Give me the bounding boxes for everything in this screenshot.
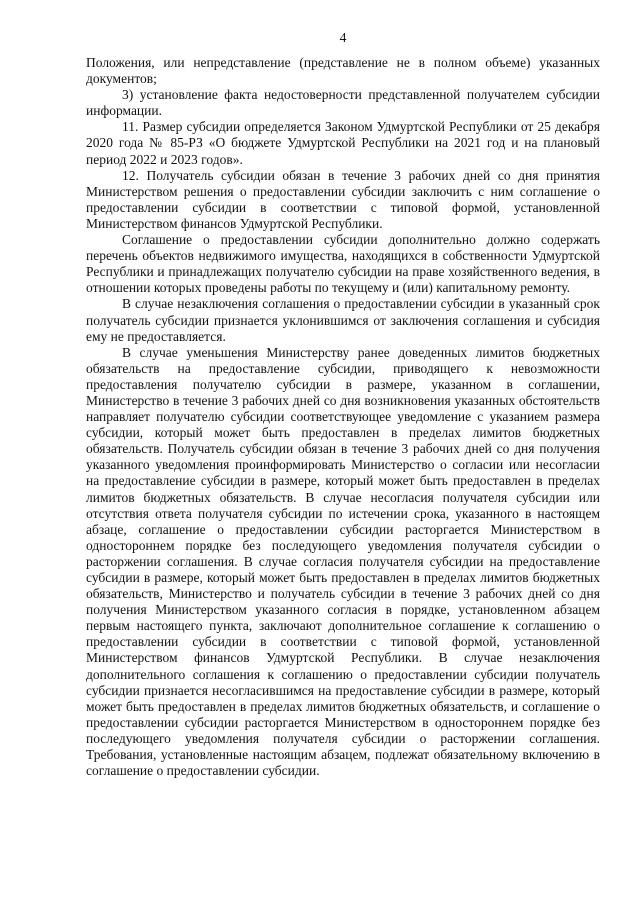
- page-number: 4: [339, 30, 347, 45]
- document-body: [86, 55, 600, 779]
- paragraph-agreement-contents: Соглашение о предоставлении субсидии дополнительно должно содержать перечень объектов недвижимого имущества, находящихся в собственности Удмуртской Республики и принадлежащих получателю субсидии на праве хозяйственного ведения, в отношении которых проведены работы по текущему и (или) капитальному ремонту.: [86, 232, 600, 296]
- paragraph-item-3: 3) установление факта недостоверности представленной получателем субсидии информации.: [86, 87, 600, 119]
- paragraph-continuation: Положения, или непредставление (представление не в полном объеме) указанных документов;: [86, 55, 600, 87]
- paragraph-non-conclusion: В случае незаключения соглашения о предоставлении субсидии в указанный срок получатель субсидии признается уклонившимся от заключения соглашения и субсидия ему не предоставляется.: [86, 296, 600, 344]
- paragraph-limits-reduction: В случае уменьшения Министерству ранее доведенных лимитов бюджетных обязательств на предоставление субсидии, приводящего к невозможности предоставления получателю субсидии в размере, указанном в соглашении, Министерство в течение 3 рабочих дней со дня возникновения указанных обстоятельств направляет получателю субсидии соответствующее уведомление с указанием размера субсидии, который может быть предоставлен в пределах лимитов бюджетных обязательств. Получатель субсидии обязан в течение 3 рабочих дней со дня получения указанного уведомления проинформировать Министерство о согласии или несогласии на предоставление субсидии в размере, который может быть предоставлен в пределах лимитов бюджетных обязательств. В случае несогласия получателя субсидии или отсутствия ответа получателя субсидии по истечении срока, указанного в настоящем абзаце, соглашение о предоставлении субсидии расторгается Министерством в одностороннем порядке без последующего уведомления получателя субсидии о расторжении соглашения. В случае согласия получателя субсидии на предоставление субсидии в размере, который может быть предоставлен в пределах лимитов бюджетных обязательств, Министерство и получатель субсидии в течение 3 рабочих дней со дня получения Министерством указанного согласия в порядке, установленном абзацем первым настоящего пункта, заключают дополнительное соглашение к соглашению о предоставлении субсидии в соответствии с типовой формой, установленной Министерством финансов Удмуртской Республики. В случае незаключения дополнительного соглашения к соглашению о предоставлении субсидии получатель субсидии признается несогласившимся на предоставление субсидии в размере, который может быть предоставлен в пределах лимитов бюджетных обязательств, и соглашение о предоставлении субсидии расторгается Министерством в одностороннем порядке без последующего уведомления получателя субсидии о расторжении соглашения. Требования, установленные настоящим абзацем, подлежат обязательному включению в соглашение о предоставлении субсидии.: [86, 344, 600, 779]
- paragraph-clause-11: 11. Размер субсидии определяется Законом Удмуртской Республики от 25 декабря 2020 года № 85-РЗ «О бюджете Удмуртской Республики на 2021 год и на плановый период 2022 и 2023 годов».: [86, 119, 600, 167]
- paragraph-clause-12: 12. Получатель субсидии обязан в течение 3 рабочих дней со дня принятия Министерством решения о предоставлении субсидии заключить с ним соглашение о предоставлении субсидии в соответствии с типовой формой, установленной Министерством финансов Удмуртской Республики.: [86, 167, 600, 231]
